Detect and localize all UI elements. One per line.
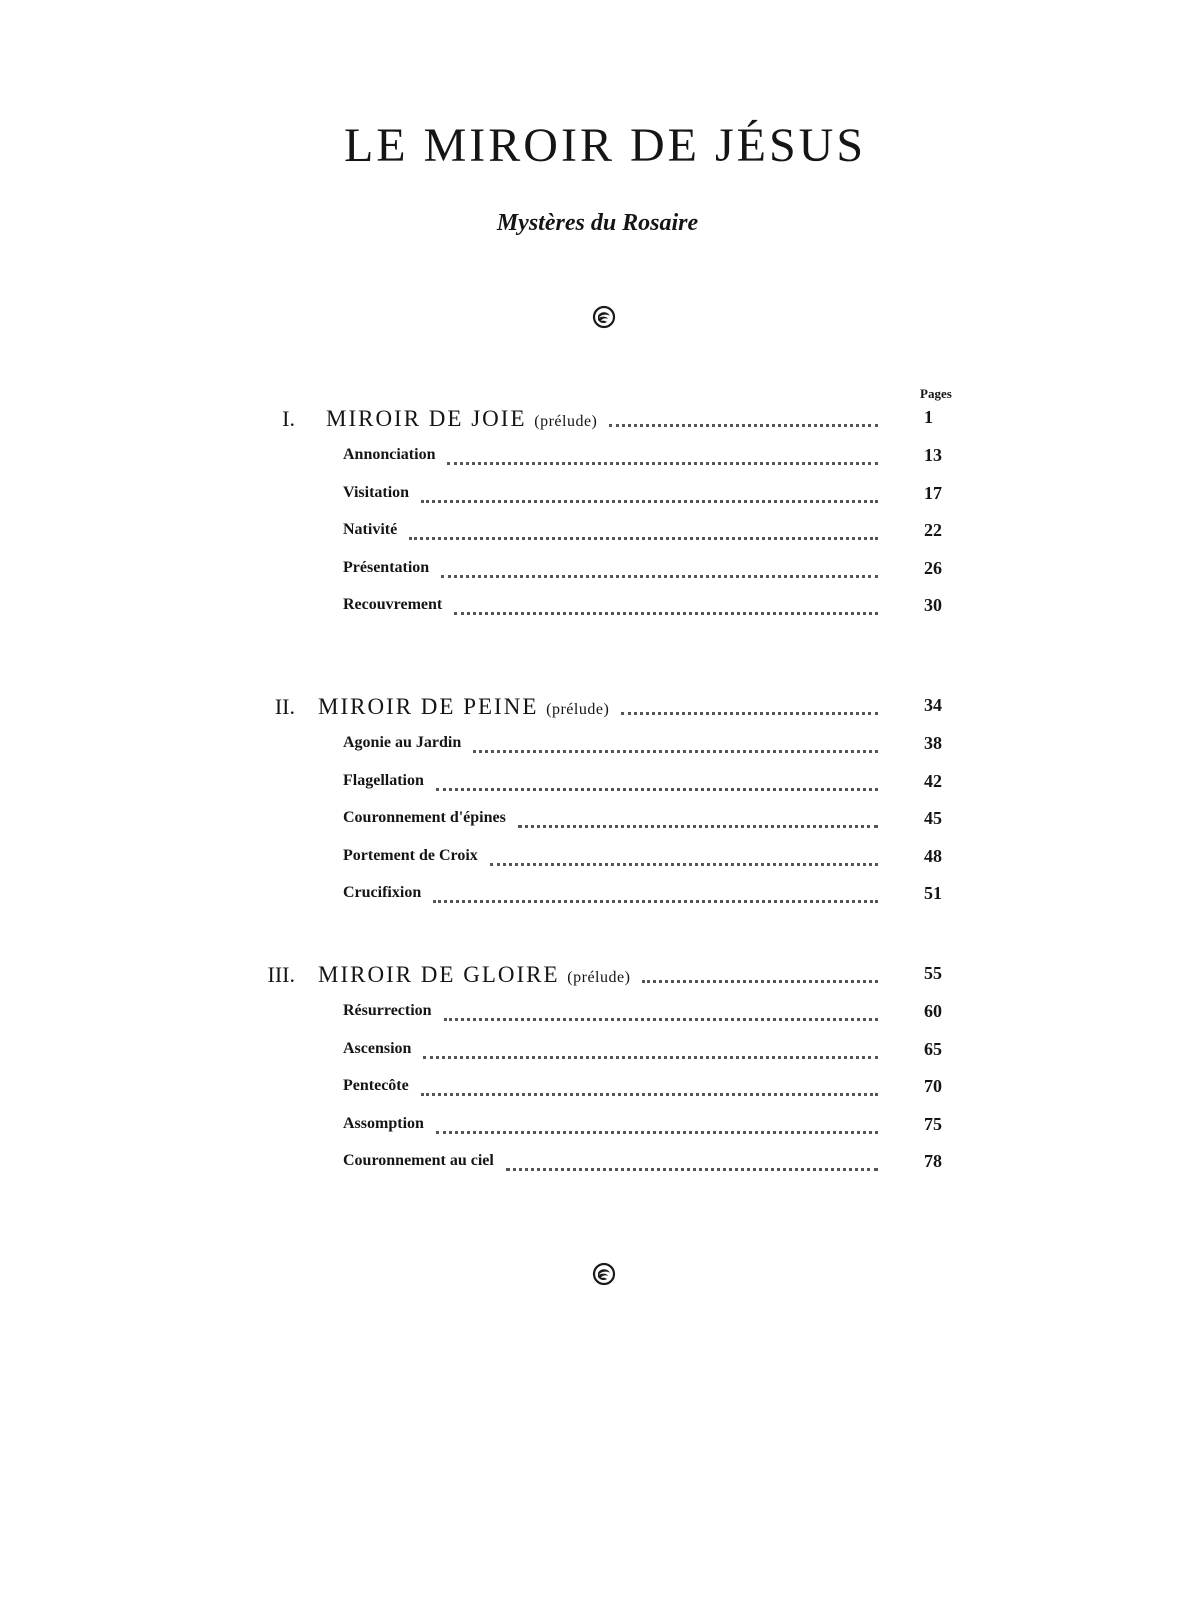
dot-leader	[436, 1131, 878, 1134]
book-subtitle: Mystères du Rosaire	[496, 210, 699, 236]
dot-leader	[436, 788, 878, 791]
page-number: 65	[924, 1038, 942, 1059]
page-number: 22	[924, 520, 942, 540]
section-title	[318, 694, 609, 720]
entry-title: Portement de Croix	[343, 846, 478, 864]
dot-leader	[447, 462, 878, 465]
toc-section-heading	[0, 694, 1195, 724]
section-prelude: (prélude)	[546, 701, 610, 718]
dot-leader	[490, 863, 878, 866]
entry-title: Annonciation	[343, 446, 436, 463]
section-heading-text: MIROIR DE GLOIRE	[318, 962, 560, 987]
dot-leader	[642, 980, 878, 983]
toc-section-heading	[0, 962, 1195, 992]
toc-entry	[0, 444, 1195, 474]
page-number: 60	[924, 1001, 942, 1021]
dot-leader	[473, 750, 878, 753]
entry-title: Pentecôte	[343, 1077, 409, 1094]
entry-title: Agonie au Jardin	[343, 734, 462, 751]
toc-entry	[0, 519, 1195, 549]
dot-leader	[621, 712, 878, 715]
book-title: LE MIROIR DE JÉSUS	[343, 119, 867, 172]
entry-title: Ascension	[343, 1039, 412, 1057]
entry-title: Résurrection	[343, 1002, 432, 1019]
section-prelude: (prélude)	[567, 969, 631, 986]
dot-leader	[409, 537, 878, 540]
dot-leader	[433, 900, 878, 903]
toc-entry	[0, 594, 1195, 624]
toc-entry	[0, 1038, 1195, 1068]
toc-entry	[0, 1150, 1195, 1180]
toc-entry	[0, 770, 1195, 800]
section-title	[326, 406, 597, 432]
toc-entry	[0, 1000, 1195, 1030]
dot-leader	[506, 1168, 878, 1171]
section-heading-text: MIROIR DE PEINE	[318, 694, 539, 719]
toc-entry	[0, 1113, 1195, 1143]
page-number: 17	[924, 482, 942, 503]
dot-leader	[423, 1056, 878, 1059]
toc-entry	[0, 557, 1195, 587]
page-number: 70	[924, 1076, 942, 1096]
page-number: 34	[924, 695, 942, 715]
dot-leader	[454, 612, 878, 615]
toc-entry	[0, 882, 1195, 912]
page-number: 45	[924, 808, 942, 828]
rose-ornament-icon	[592, 1262, 616, 1286]
page-number: 75	[924, 1113, 942, 1134]
dot-leader	[421, 1093, 878, 1096]
page-number: 51	[924, 883, 942, 903]
page-number: 78	[924, 1151, 942, 1171]
page-number: 1	[924, 407, 933, 427]
dot-leader	[518, 825, 878, 828]
toc-section-heading	[0, 406, 1195, 436]
page-number: 26	[924, 557, 942, 578]
page-number: 30	[924, 595, 942, 615]
entry-title: Couronnement d'épines	[343, 809, 506, 826]
section-numeral: II.	[274, 694, 295, 719]
entry-title: Recouvrement	[343, 596, 443, 613]
page-number: 55	[924, 963, 942, 983]
entry-title: Assomption	[343, 1114, 424, 1132]
entry-title: Crucifixion	[343, 884, 422, 901]
dot-leader	[444, 1018, 878, 1021]
pages-column-label: Pages	[920, 386, 952, 401]
entry-title: Flagellation	[343, 771, 424, 789]
page-number: 48	[924, 845, 942, 866]
section-prelude: (prélude)	[534, 413, 598, 430]
dot-leader	[441, 575, 878, 578]
dot-leader	[609, 424, 878, 427]
toc-entry	[0, 1075, 1195, 1105]
section-title	[318, 962, 630, 988]
section-heading-text: MIROIR DE JOIE	[326, 406, 527, 431]
dot-leader	[421, 500, 878, 503]
toc-entry	[0, 732, 1195, 762]
section-numeral: III.	[267, 962, 295, 987]
entry-title: Couronnement au ciel	[343, 1152, 494, 1169]
entry-title: Nativité	[343, 521, 398, 538]
page-number: 42	[924, 770, 942, 791]
toc-entry	[0, 482, 1195, 512]
toc-entry	[0, 807, 1195, 837]
toc-entry	[0, 845, 1195, 875]
page-number: 38	[924, 733, 942, 753]
page-number: 13	[924, 445, 942, 465]
section-numeral: I.	[282, 406, 295, 431]
entry-title: Présentation	[343, 558, 430, 576]
entry-title: Visitation	[343, 483, 410, 501]
